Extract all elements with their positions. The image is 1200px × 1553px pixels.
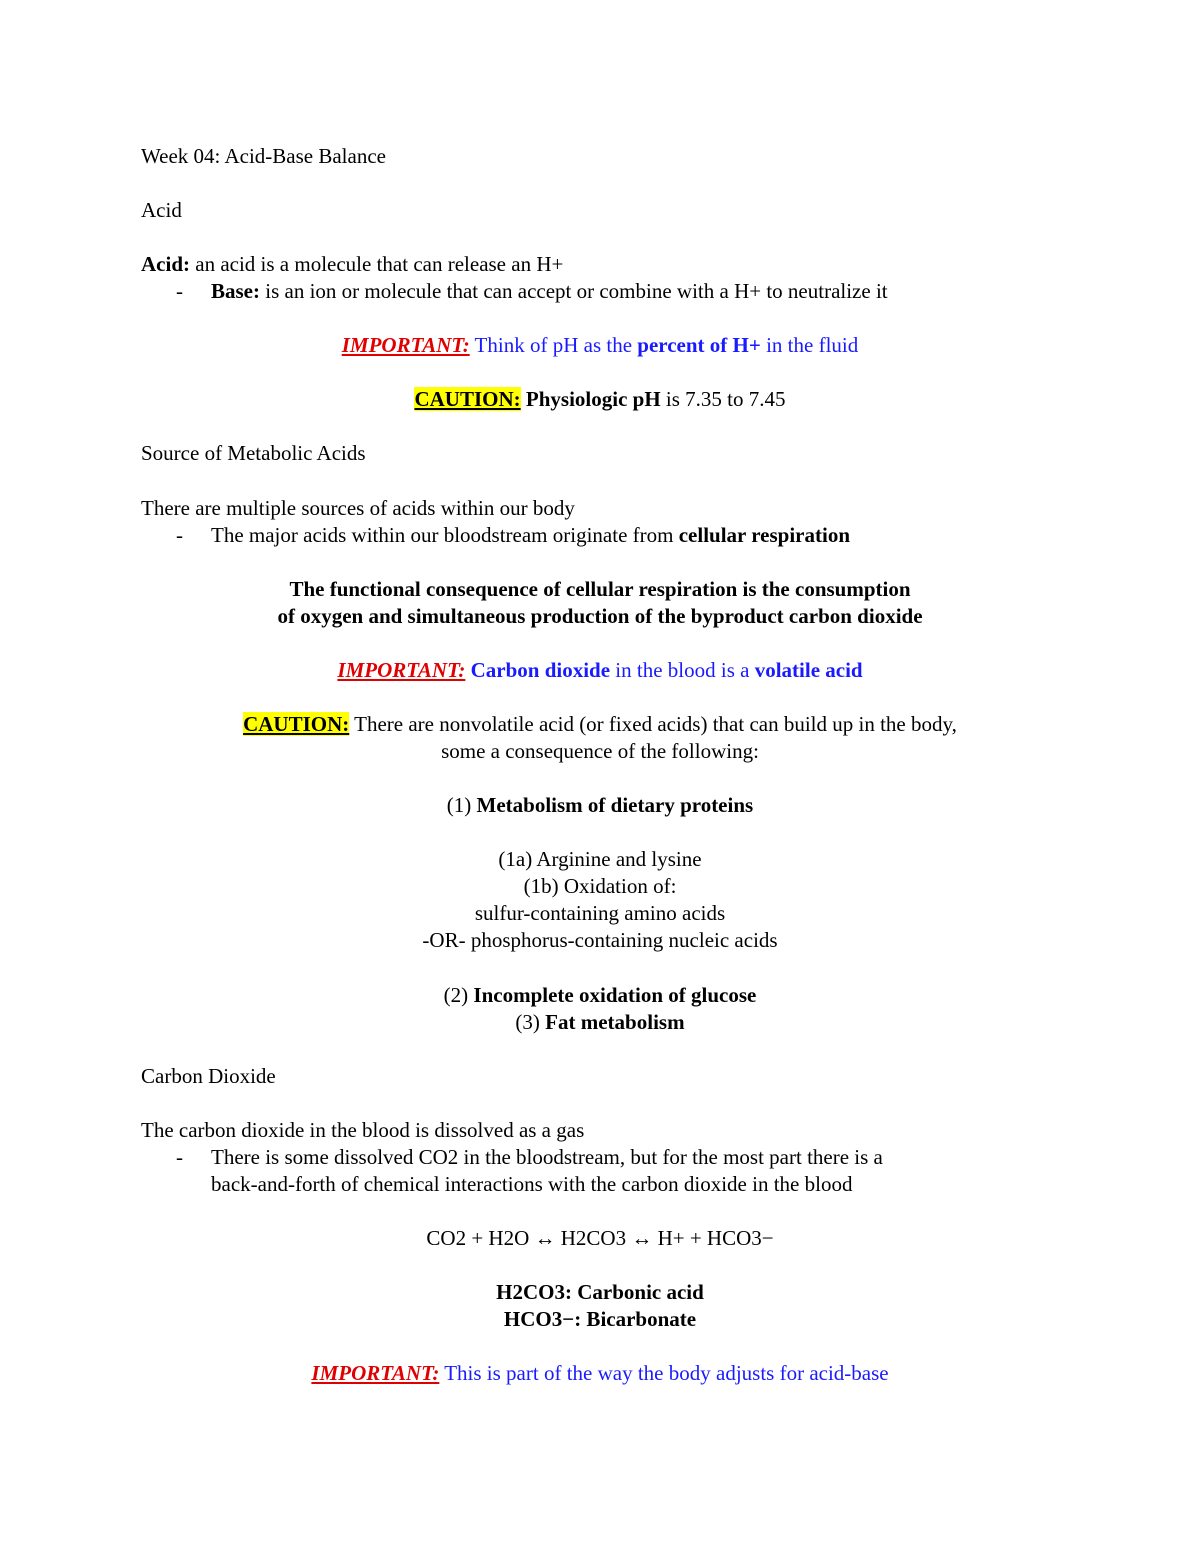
metabolic-intro: There are multiple sources of acids within our body: [141, 496, 575, 520]
consequence-line-2: of oxygen and simultaneous production of the byproduct carbon dioxide: [277, 604, 923, 628]
acid-term: Acid:: [141, 252, 190, 276]
important-note-ph: IMPORTANT: Think of pH as the percent of H+ in the fluid: [341, 333, 859, 357]
acid-definition: [141, 251, 563, 278]
consequence-line-1: The functional consequence of cellular respiration is the consumption: [289, 577, 911, 601]
caution-label: CAUTION:: [414, 387, 521, 411]
important-label: IMPORTANT:: [341, 333, 470, 357]
co2-intro: The carbon dioxide in the blood is dissolved as a gas: [141, 1118, 585, 1142]
document-page: Week 04: Acid-Base Balance Acid Acid: an acid is a molecule that can release an H+ - Base: is an ion or molecule that can accept or combine with a H+ to neutralize it IMPORTANT: Think of pH as the percent of H+ in the fluid CAUTION: Physiologic pH is 7.35 to 7.45 Source of Metabolic Acids There are multiple sources of acids within our body - The major acids within our bloodstream originate from cellular respiration The functional consequence of cellular respiration is the consumption of oxygen and simultaneous production of the byproduct carbon dioxide IMPORTANT: Carbon dioxide in the blood is a volatile acid CAUTION: There are nonvolatile acid (or fixed acids) that can build up in the body, some a consequence of the following: (1) Metabolism of dietary proteins (1a) Arginine and lysine (1b) Oxidation of: sulfur-containing amino acids -OR- phosphorus-containing nucleic acids (2) Incomplete oxidation of glucose (3) Fat metabolism Carbon Dioxide The carbon dioxide in the blood is dissolved as a gas - There is some dissolved CO2 in the bloodstream, but for the most part there is a back-and-forth of chemical interactions with the carbon dioxide in the blood CO2 + H2O ↔ H2CO3 ↔ H+ + HCO3− H2CO3: Carbonic acid HCO3−: Bicarbonate IMPORTANT: This is part of the way the body adjusts for acid-base: [0, 0, 1200, 1553]
important-note-acid-base: IMPORTANT: This is part of the way the body adjusts for acid-base: [311, 1361, 889, 1385]
caution-label: CAUTION:: [243, 712, 350, 736]
important-note-co2: IMPORTANT: Carbon dioxide in the blood is a volatile acid: [337, 658, 863, 682]
list-item-1b-line-2: sulfur-containing amino acids: [474, 901, 726, 925]
section-heading-carbon-dioxide: Carbon Dioxide: [141, 1064, 276, 1088]
section-heading-metabolic-acids: Source of Metabolic Acids: [141, 441, 366, 465]
list-item-2: (2) Incomplete oxidation of glucose: [443, 983, 757, 1007]
bullet-dash: -: [176, 523, 183, 547]
definition-carbonic-acid: H2CO3: Carbonic acid: [496, 1280, 704, 1304]
caution-note-nonvolatile: CAUTION: There are nonvolatile acid (or fixed acids) that can build up in the body,: [243, 712, 957, 736]
list-item-3: (3) Fat metabolism: [515, 1010, 685, 1034]
list-item-1b-line-3: -OR- phosphorus-containing nucleic acids: [422, 928, 778, 952]
definition-bicarbonate: HCO3−: Bicarbonate: [503, 1307, 697, 1331]
caution-note-ph: CAUTION: Physiologic pH is 7.35 to 7.45: [414, 387, 786, 411]
acid-definition-text: an acid is a molecule that can release an H+: [190, 252, 564, 276]
co2-bullet-line-2: back-and-forth of chemical interactions with the carbon dioxide in the blood: [211, 1172, 853, 1196]
important-label: IMPORTANT:: [311, 1361, 440, 1385]
base-term: Base:: [211, 279, 260, 303]
bullet-dash: -: [176, 1145, 183, 1169]
base-definition-text: is an ion or molecule that can accept or combine with a H+ to neutralize it: [260, 279, 888, 303]
list-item-1b: (1b) Oxidation of:: [523, 874, 677, 898]
list-item-1: (1) Metabolism of dietary proteins: [446, 793, 754, 817]
document-title: Week 04: Acid-Base Balance: [141, 144, 386, 168]
caution-note-nonvolatile-line-2: some a consequence of the following:: [441, 739, 759, 763]
important-label: IMPORTANT:: [337, 658, 466, 682]
bullet-dash: -: [176, 279, 183, 303]
chemical-equation: CO2 + H2O ↔ H2CO3 ↔ H+ + HCO3−: [426, 1226, 774, 1250]
list-item-1a: (1a) Arginine and lysine: [498, 847, 702, 871]
section-heading-acid: Acid: [141, 198, 182, 222]
